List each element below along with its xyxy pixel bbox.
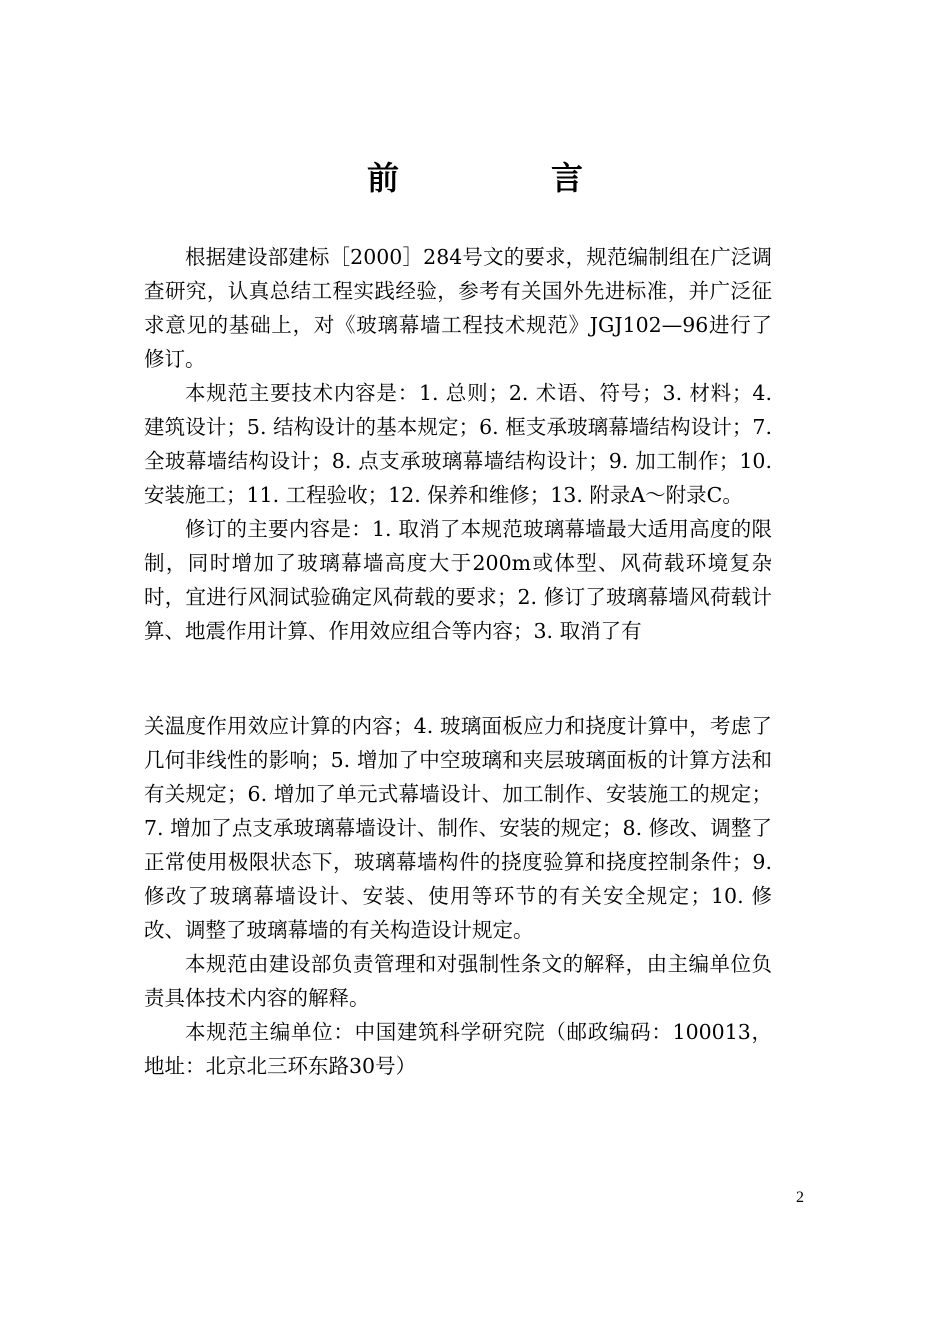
page-number: 2 xyxy=(796,1189,804,1206)
paragraph-revision-items: 修订的主要内容是：1. 取消了本规范玻璃幕墙最大适用高度的限制，同时增加了玻璃幕墙高度大于200m或体型、风荷载环境复杂时，宜进行风洞试验确定风荷载的要求；2. 修订了玻璃幕墙风荷载计算、地震作用计算、作用效应组合等内容；3. 取消了有 xyxy=(144,517,772,643)
paragraph-main-contents: 本规范主要技术内容是：1. 总则；2. 术语、符号；3. 材料；4. 建筑设计；5. 结构设计的基本规定；6. 框支承玻璃幕墙结构设计；7. 全玻幕墙结构设计；8. 点支承玻璃幕墙结构设计；9. 加工制作；10. 安装施工；11. 工程验收；12. 保养和维修；13. 附录A～附录C。 xyxy=(144,381,772,507)
page-title: 前 言 xyxy=(366,159,643,197)
paragraph-revision-items-continued: 关温度作用效应计算的内容；4. 玻璃面板应力和挠度计算中，考虑了几何非线性的影响；5. 增加了中空玻璃和夹层玻璃面板的计算方法和有关规定；6. 增加了单元式幕墙设计、加工制作、安装施工的规定；7. 增加了点支承玻璃幕墙设计、制作、安装的规定；8. 修改、调整了正常使用极限状态下，玻璃幕墙构件的挠度验算和挠度控制条件；9. 修改了玻璃幕墙设计、安装、使用等环节的有关安全规定；10. 修改、调整了玻璃幕墙的有关构造设计规定。 xyxy=(144,714,772,942)
body-text-upper xyxy=(144,240,772,648)
paragraph-management: 本规范由建设部负责管理和对强制性条文的解释，由主编单位负责具体技术内容的解释。 xyxy=(144,952,772,1010)
paragraph-revision-basis: 根据建设部建标［2000］284号文的要求，规范编制组在广泛调查研究，认真总结工程实践经验，参考有关国外先进标准，并广泛征求意见的基础上，对《玻璃幕墙工程技术规范》JGJ102—96进行了修订。 xyxy=(144,245,772,371)
paragraph-chief-editor: 本规范主编单位：中国建筑科学研究院（邮政编码：100013，地址：北京北三环东路30号） xyxy=(144,1020,772,1078)
body-text-lower xyxy=(144,709,772,1083)
